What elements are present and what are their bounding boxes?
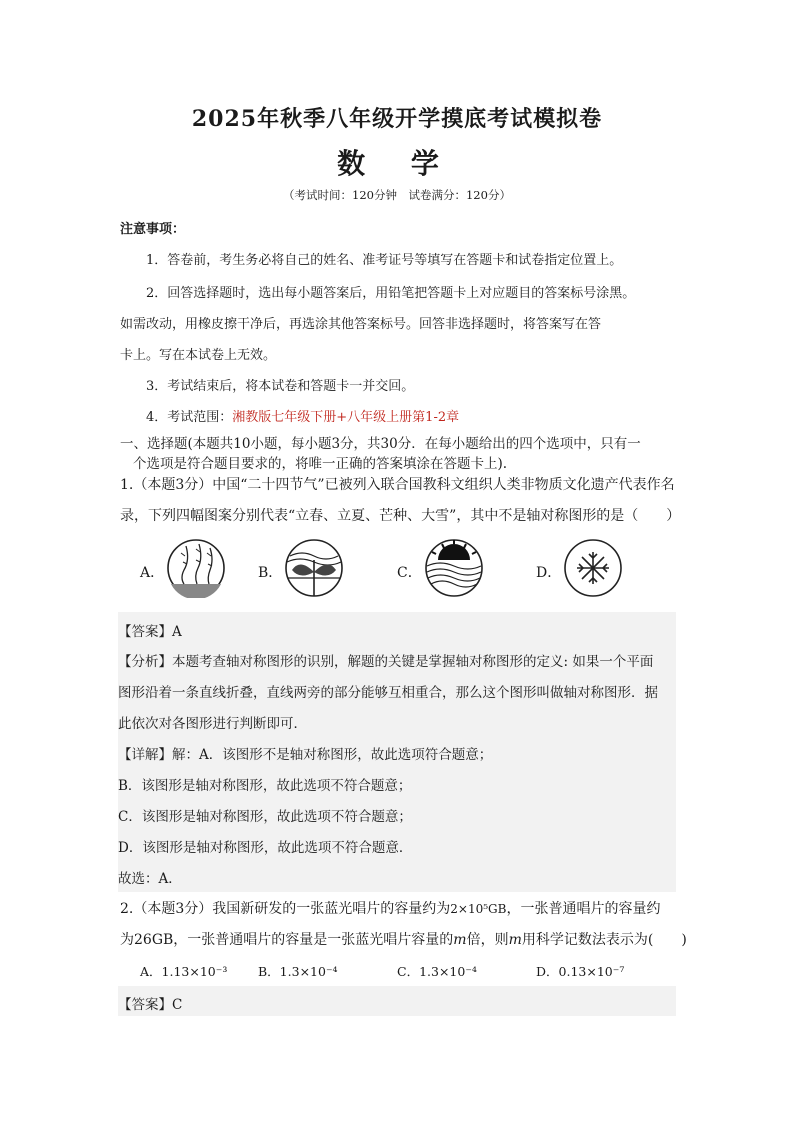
notice-item-1: 1．答卷前，考生务必将自己的姓名、准考证号等填写在答题卡和试卷指定位置上。	[146, 253, 623, 268]
q2-stem-line-2-mid: 倍，则	[466, 932, 509, 948]
section-heading-line-2: 个选项是符合题目要求的，将唯一正确的答案填涂在答题卡上).	[133, 456, 508, 472]
q1-option-c-label: C．	[397, 565, 422, 581]
q2-stem-suffix: ，一张普通唱片的容量约	[506, 901, 661, 917]
q2-stem-line-2	[120, 929, 687, 949]
q2-option-a: A．1.13×10⁻³	[140, 964, 228, 979]
q1-conclusion: 故选：A．	[118, 871, 182, 887]
q2-option-c: C．1.3×10⁻⁴	[397, 964, 477, 979]
notice-item-4-label: 4．考试范围：	[146, 410, 233, 425]
daxue-icon	[563, 538, 623, 598]
notice-item-2-line-1: 2．回答选择题时，选出每小题答案后，用铅笔把答题卡上对应题目的答案标号涂黑。	[146, 286, 636, 301]
q1-solution-panel	[118, 612, 676, 892]
q1-option-a-label: A．	[140, 565, 165, 581]
q1-stem-line-2: 录，下列四幅图案分别代表“立春、立夏、芒种、大雪”，其中不是轴对称图形的是（ ）	[120, 508, 681, 524]
q2-stem-line-2-prefix: 为26GB，一张普通唱片的容量是一张蓝光唱片容量的	[120, 932, 454, 948]
q1-analysis-line-1: 【分析】本题考查轴对称图形的识别，解题的关键是掌握轴对称图形的定义: 如果一个平面	[118, 654, 654, 670]
q2-stem-prefix: 2.（本题3分）我国新研发的一张蓝光唱片的容量约为	[120, 901, 451, 917]
lixia-icon	[284, 538, 344, 598]
q1-stem-line-1: 1.（本题3分）中国“二十四节气”已被列入联合国教科文组织人类非物质文化遗产代表作名	[120, 477, 675, 493]
q2-solution-panel	[118, 986, 676, 1016]
q2-stem-line-1	[120, 898, 660, 918]
lichun-icon	[166, 538, 226, 598]
mangzhong-icon	[424, 538, 484, 598]
q2-option-b: B．1.3×10⁻⁴	[258, 964, 338, 979]
notice-item-3: 3．考试结束后，将本试卷和答题卡一并交回。	[146, 379, 415, 394]
exam-scope: 湘教版七年级下册+八年级上册第1-2章	[232, 410, 460, 425]
q2-stem-line-2-suffix: 用科学记数法表示为( )	[521, 932, 687, 948]
q1-answer: 【答案】A	[118, 624, 182, 640]
q1-analysis-line-3: 此依次对各图形进行判断即可．	[118, 716, 307, 732]
page-title: 2025年秋季八年级开学摸底考试模拟卷	[191, 106, 603, 132]
section-heading-line-1: 一、选择题(本题共10小题，每小题3分，共30分．在每小题给出的四个选项中，只有一	[120, 436, 641, 452]
q2-variable-m: m	[508, 932, 522, 948]
notice-item-4	[146, 406, 459, 425]
q1-detail-line-4: D．该图形是轴对称图形，故此选项不符合题意．	[118, 840, 413, 856]
q1-option-d-label: D．	[536, 565, 562, 581]
q2-bluray-capacity: 2×10⁵GB	[450, 902, 507, 916]
notice-item-2-line-3: 卡上。写在本试卷上无效。	[120, 348, 277, 363]
notice-item-2-line-2: 如需改动，用橡皮擦干净后，再选涂其他答案标号。回答非选择题时，将答案写在答	[120, 317, 602, 332]
q1-detail-line-2: B．该图形是轴对称图形，故此选项不符合题意；	[118, 778, 412, 794]
q1-option-b-label: B．	[258, 565, 283, 581]
q2-answer: 【答案】C	[118, 997, 183, 1013]
q1-detail-line-1: 【详解】解：A．该图形不是轴对称图形，故此选项符合题意；	[118, 747, 493, 763]
subject-title: 数 学	[337, 147, 457, 180]
exam-info: （考试时间：120分钟 试卷满分：120分）	[283, 188, 511, 202]
q1-detail-line-3: C．该图形是轴对称图形，故此选项不符合题意；	[118, 809, 412, 825]
notice-heading: 注意事项：	[120, 222, 186, 237]
q2-variable-m: m	[453, 932, 467, 948]
q2-option-d: D．0.13×10⁻⁷	[536, 964, 625, 979]
q1-analysis-line-2: 图形沿着一条直线折叠，直线两旁的部分能够互相重合，那么这个图形叫做轴对称图形．据	[118, 685, 658, 701]
